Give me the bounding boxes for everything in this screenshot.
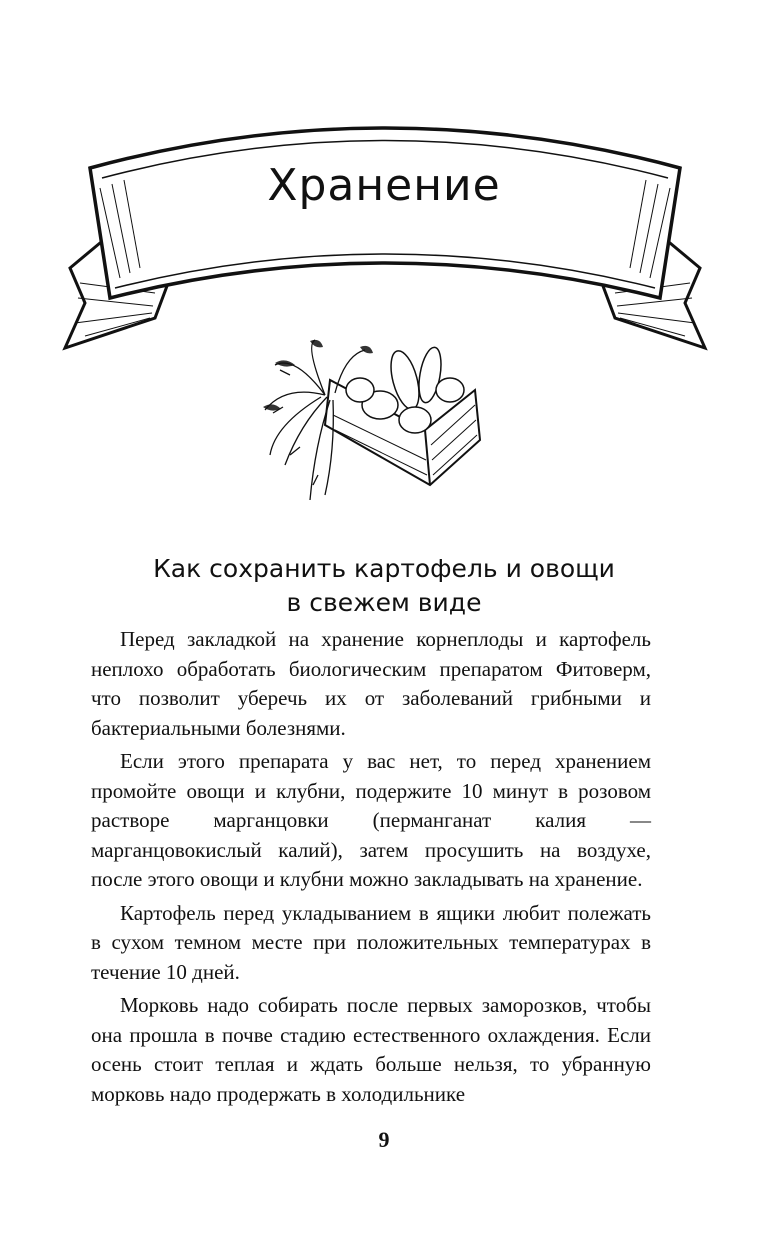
section-heading-line2: в свежем виде [286,588,482,617]
vegetable-crate-illustration [255,335,495,505]
page-number: 9 [378,1127,390,1152]
chapter-title: Хранение [267,160,501,211]
paragraph: Если этого препарата у вас нет, то перед хранением промойте овощи и клубни, подержите 10 минут в розовом растворе марганцовки (перманганат калия — марганцовокислый калий), затем просушить на воздухе, после этого овощи и клубни можно закладывать на хранение. [91,749,651,891]
paragraph: Морковь надо собирать после первых заморозков, чтобы она прошла в почве стадию естественного охлаждения. Если осень стоит теплая и ждать больше нельзя, то убранную морковь надо продержать в холодильнике [91,993,651,1106]
section-heading-line1: Как сохранить картофель и овощи [153,554,615,583]
body-text [91,625,651,1113]
ribbon-banner [60,108,710,368]
paragraph: Картофель перед укладыванием в ящики любит полежать в сухом темном месте при положительных температурах в течение 10 дней. [91,900,651,984]
paragraph: Перед закладкой на хранение корнеплоды и картофель неплохо обработать биологическим препаратом Фитоверм, что позволит уберечь их от заболеваний грибными и бактериальными болезнями. [91,627,651,740]
